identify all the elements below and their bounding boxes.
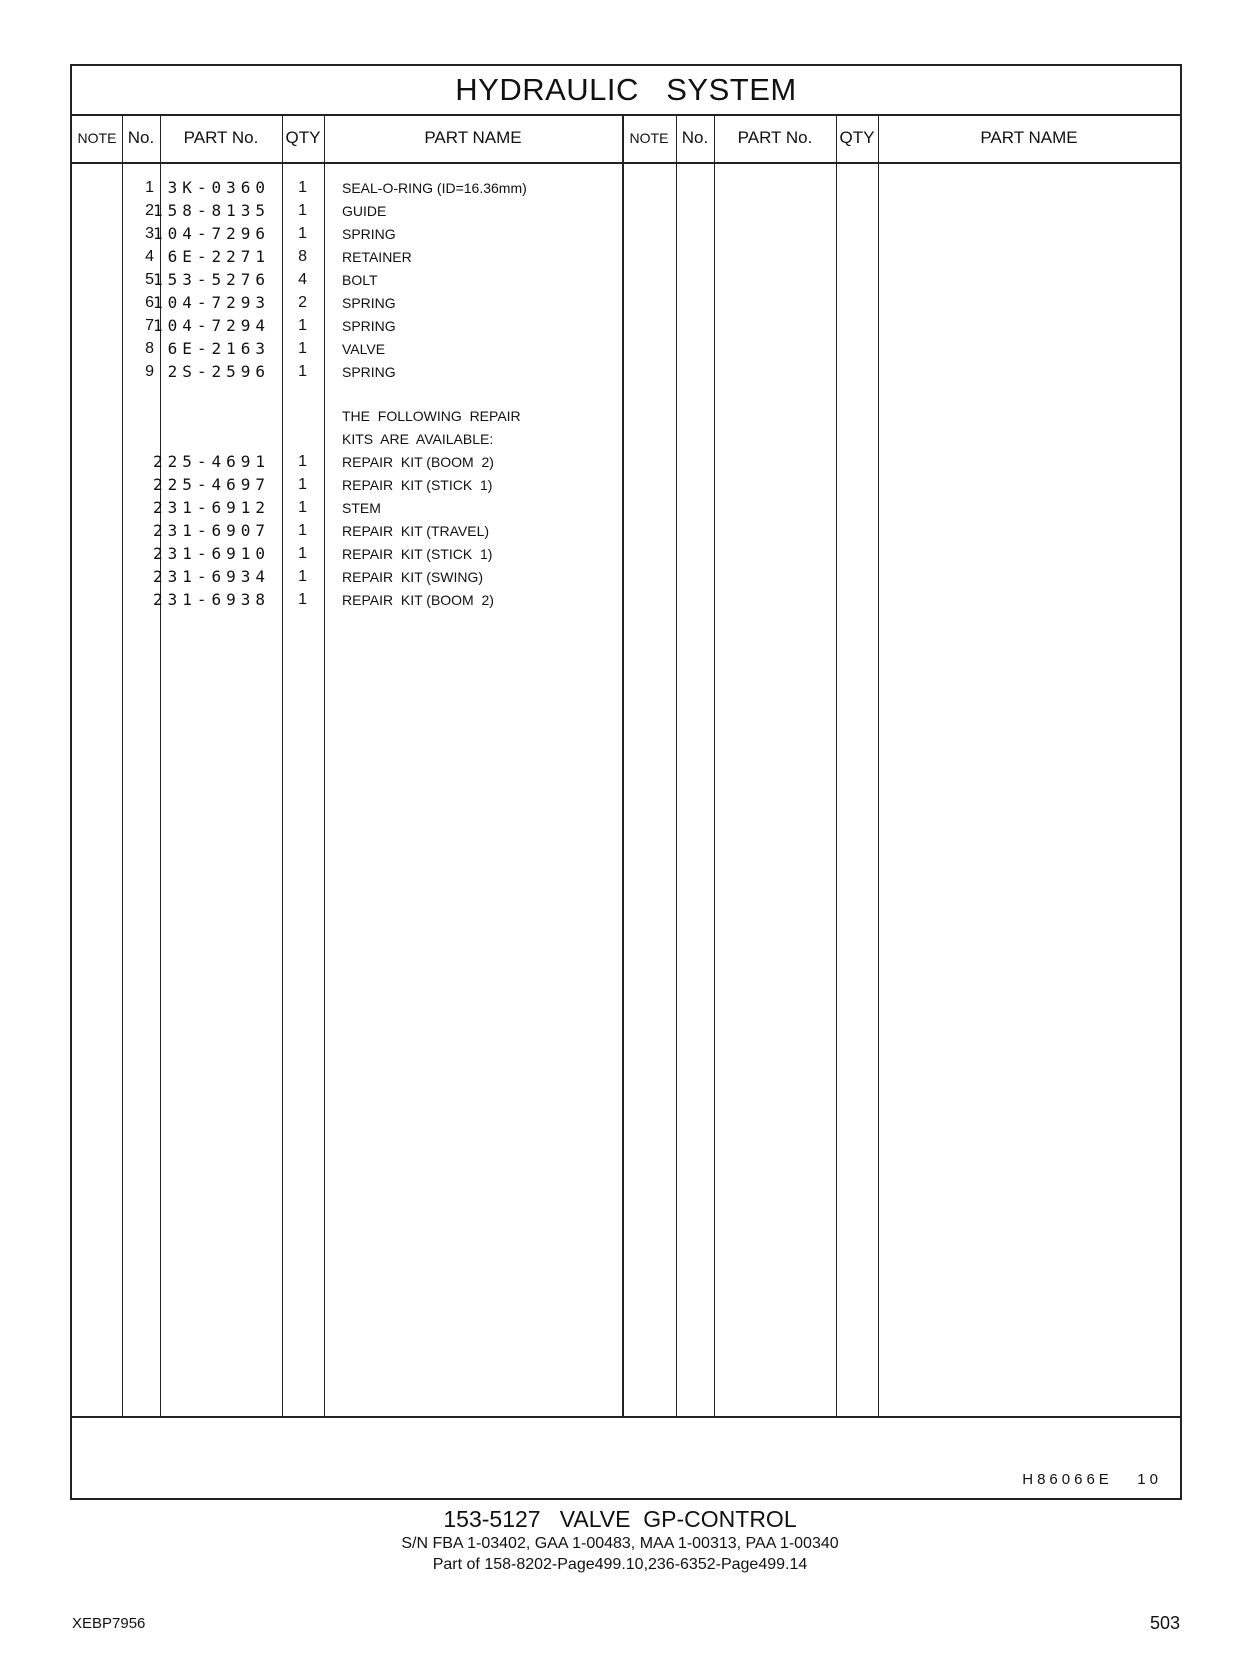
table-row: [72, 222, 1180, 245]
part-name: REPAIR KIT (TRAVEL): [342, 522, 490, 539]
quantity: 1: [298, 590, 307, 608]
quantity: 1: [298, 521, 307, 539]
part-name: SPRING: [342, 225, 396, 242]
table-row: [72, 268, 1180, 291]
part-name: RETAINER: [342, 248, 412, 265]
part-number: 231-6912: [152, 498, 270, 517]
table-row: [72, 360, 1180, 383]
table-row: [72, 291, 1180, 314]
part-number: 231-6934: [152, 567, 270, 586]
header-qty-right: QTY: [839, 128, 875, 147]
part-number: 6E-2271: [167, 247, 270, 266]
quantity: 4: [298, 270, 307, 288]
part-number: 6E-2163: [167, 339, 270, 358]
table-row: [72, 496, 1180, 519]
quantity: 1: [298, 316, 307, 334]
item-number: 5: [145, 270, 154, 288]
item-number: 8: [145, 339, 154, 357]
header-part-name-left: PART NAME: [424, 128, 522, 147]
part-name: STEM: [342, 499, 381, 516]
assembly-title: 153-5127 VALVE GP-CONTROL: [443, 1506, 797, 1532]
part-number: 104-7293: [152, 293, 270, 312]
table-row: [72, 565, 1180, 588]
table-row: [72, 314, 1180, 337]
repair-note-text: KITS ARE AVAILABLE:: [342, 430, 494, 447]
item-number: 3: [145, 224, 154, 242]
part-name: REPAIR KIT (STICK 1): [342, 545, 493, 562]
quantity: 1: [298, 201, 307, 219]
part-name: BOLT: [342, 271, 378, 288]
part-number: 231-6910: [152, 544, 270, 563]
header-part-no-right: PART No.: [737, 128, 813, 147]
item-number: 2: [145, 201, 154, 219]
part-number: 3K-0360: [167, 178, 270, 197]
part-of-reference: Part of 158-8202-Page499.10,236-6352-Page499.14: [432, 1556, 808, 1573]
repair-note-line: [72, 427, 1180, 450]
parts-list-body: [72, 162, 1180, 1418]
part-number: 158-8135: [152, 201, 270, 220]
quantity: 1: [298, 224, 307, 242]
quantity: 1: [298, 452, 307, 470]
serial-numbers: S/N FBA 1-03402, GAA 1-00483, MAA 1-00313, PAA 1-00340: [401, 1535, 839, 1552]
part-number: 2S-2596: [167, 362, 270, 381]
part-name: REPAIR KIT (STICK 1): [342, 476, 493, 493]
parts-table-frame: [70, 64, 1182, 1500]
item-number: 9: [145, 362, 154, 380]
part-number: 231-6907: [152, 521, 270, 540]
column-header-row: [72, 114, 1180, 164]
header-note-left: NOTE: [77, 130, 117, 146]
item-number: 6: [145, 293, 154, 311]
table-row: [72, 473, 1180, 496]
part-name: SEAL-O-RING (ID=16.36mm): [342, 179, 527, 196]
table-row: [72, 519, 1180, 542]
header-no-right: No.: [681, 128, 709, 147]
part-name: REPAIR KIT (SWING): [342, 568, 484, 585]
section-title-row: [72, 66, 1180, 116]
header-qty-left: QTY: [285, 128, 321, 147]
table-row: [72, 176, 1180, 199]
item-number: 7: [145, 316, 154, 334]
quantity: 8: [298, 247, 307, 265]
illustration-code: H86066E 10: [1022, 1471, 1162, 1488]
part-number: 231-6938: [152, 590, 270, 609]
part-number: 104-7296: [152, 224, 270, 243]
quantity: 1: [298, 498, 307, 516]
header-no-left: No.: [127, 128, 155, 147]
quantity: 1: [298, 544, 307, 562]
part-name: SPRING: [342, 294, 396, 311]
part-number: 153-5276: [152, 270, 270, 289]
part-number: 104-7294: [152, 316, 270, 335]
quantity: 2: [298, 293, 307, 311]
table-row: [72, 542, 1180, 565]
table-row: [72, 450, 1180, 473]
item-number: 1: [145, 178, 154, 196]
header-note-right: NOTE: [629, 130, 669, 146]
table-row: [72, 245, 1180, 268]
part-number: 225-4697: [152, 475, 270, 494]
quantity: 1: [298, 339, 307, 357]
section-title: HYDRAULIC SYSTEM: [455, 72, 797, 107]
repair-note-line: [72, 404, 1180, 427]
quantity: 1: [298, 567, 307, 585]
part-name: GUIDE: [342, 202, 387, 219]
part-name: REPAIR KIT (BOOM 2): [342, 591, 494, 608]
table-row: [72, 588, 1180, 611]
table-row: [72, 199, 1180, 222]
part-name: REPAIR KIT (BOOM 2): [342, 453, 494, 470]
header-part-no-left: PART No.: [183, 128, 259, 147]
item-number: 4: [145, 247, 154, 265]
document-id: XEBP7956: [72, 1615, 146, 1632]
table-row: [72, 337, 1180, 360]
part-name: VALVE: [342, 340, 386, 357]
quantity: 1: [298, 178, 307, 196]
repair-note-text: THE FOLLOWING REPAIR: [342, 407, 521, 424]
part-name: SPRING: [342, 363, 396, 380]
header-part-name-right: PART NAME: [980, 128, 1078, 147]
quantity: 1: [298, 475, 307, 493]
quantity: 1: [298, 362, 307, 380]
page-number: 503: [1149, 1613, 1180, 1633]
part-number: 225-4691: [152, 452, 270, 471]
part-name: SPRING: [342, 317, 396, 334]
